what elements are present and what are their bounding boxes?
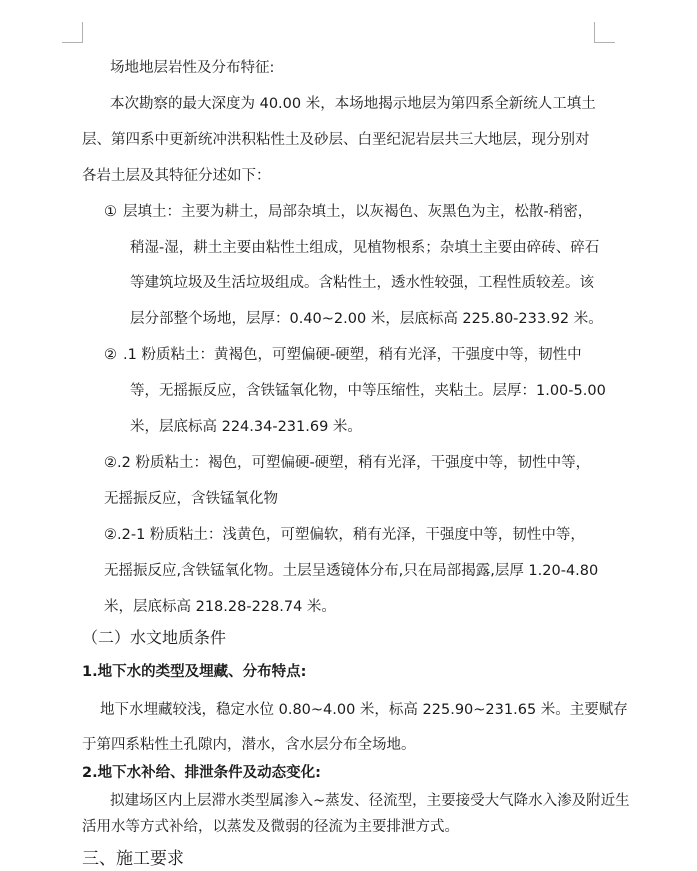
layer-line: .1 粉质粘土：黄褐色，可塑偏硬-硬塑，稍有光泽，干强度中等，韧性中: [123, 347, 582, 363]
layer-marker: ②: [104, 455, 117, 471]
layer-line: 米，层底标高 224.34-231.69 米。: [130, 419, 362, 435]
layer-marker: ②: [104, 527, 117, 543]
layer-marker: ①: [104, 204, 117, 220]
intro-line: 层、第四系中更新统冲洪积粘性土及砂层、白垩纪泥岩层共三大地层，现分别对: [82, 132, 590, 148]
layer-item: [104, 525, 585, 545]
layer-line: 稍湿-湿，耕土主要由粘性土组成，见植物根系；杂填土主要由碎砖、碎石: [130, 240, 600, 256]
paragraph-line: 拟建场区内上层滞水类型属渗入~蒸发、径流型，主要接受大气降水入渗及附近生: [110, 793, 630, 809]
layer-item: [104, 453, 590, 473]
layer-line: .2-1 粉质粘土：浅黄色，可塑偏软，稍有光泽，干强度中等，韧性中等，: [117, 527, 585, 543]
layer-item: [104, 202, 592, 222]
subheading-groundwater-recharge: 2.地下水补给、排泄条件及动态变化:: [82, 765, 321, 781]
layer-line: 层分部整个场地，层厚：0.40~2.00 米，层底标高 225.80-233.92 米。: [130, 311, 603, 327]
section-heading-construction: 三、施工要求: [82, 849, 184, 869]
layer-line: 米，层底标高 218.28-228.74 米。: [104, 599, 336, 615]
layer-line: 无摇振反应,含铁锰氧化物。土层呈透镜体分布,只在局部揭露,层厚 1.20-4.80: [104, 563, 599, 579]
layer-item: [104, 345, 582, 365]
layer-line: 层填土：主要为耕土，局部杂填土，以灰褐色、灰黑色为主，松散-稍密，: [123, 204, 593, 220]
subheading-groundwater-type: 1.地下水的类型及埋藏、分布特点:: [82, 664, 307, 680]
intro-line: 各岩土层及其特征分述如下：: [82, 168, 271, 184]
layer-line: .2 粉质粘土：褐色，可塑偏硬-硬塑，稍有光泽，干强度中等，韧性中等，: [117, 455, 591, 471]
layer-line: 等建筑垃圾及生活垃圾组成。含粘性土，透水性较强，工程性质较差。该: [130, 275, 594, 291]
intro-line: 本次勘察的最大深度为 40.00 米，本场地揭示地层为第四系全新统人工填土: [110, 96, 596, 112]
paragraph-line: 活用水等方式补给，以蒸发及微弱的径流为主要排泄方式。: [82, 819, 459, 835]
crop-mark-top-left: [62, 22, 83, 43]
crop-mark-top-right: [594, 22, 615, 43]
layer-line: 无摇振反应，含铁锰氧化物: [104, 491, 278, 507]
paragraph-line: 地下水埋藏较浅，稳定水位 0.80~4.00 米，标高 225.90~231.65 米。主要赋存: [100, 702, 628, 718]
intro-heading: 场地地层岩性及分布特征:: [110, 60, 275, 76]
layer-marker: ②: [104, 347, 117, 363]
layer-line: 等，无摇振反应，含铁锰氧化物，中等压缩性，夹粘土。层厚：1.00-5.00: [130, 383, 606, 399]
paragraph-line: 于第四系粘性土孔隙内，潜水，含水层分布全场地。: [82, 737, 416, 753]
section-heading-hydro: （二）水文地质条件: [82, 628, 227, 647]
